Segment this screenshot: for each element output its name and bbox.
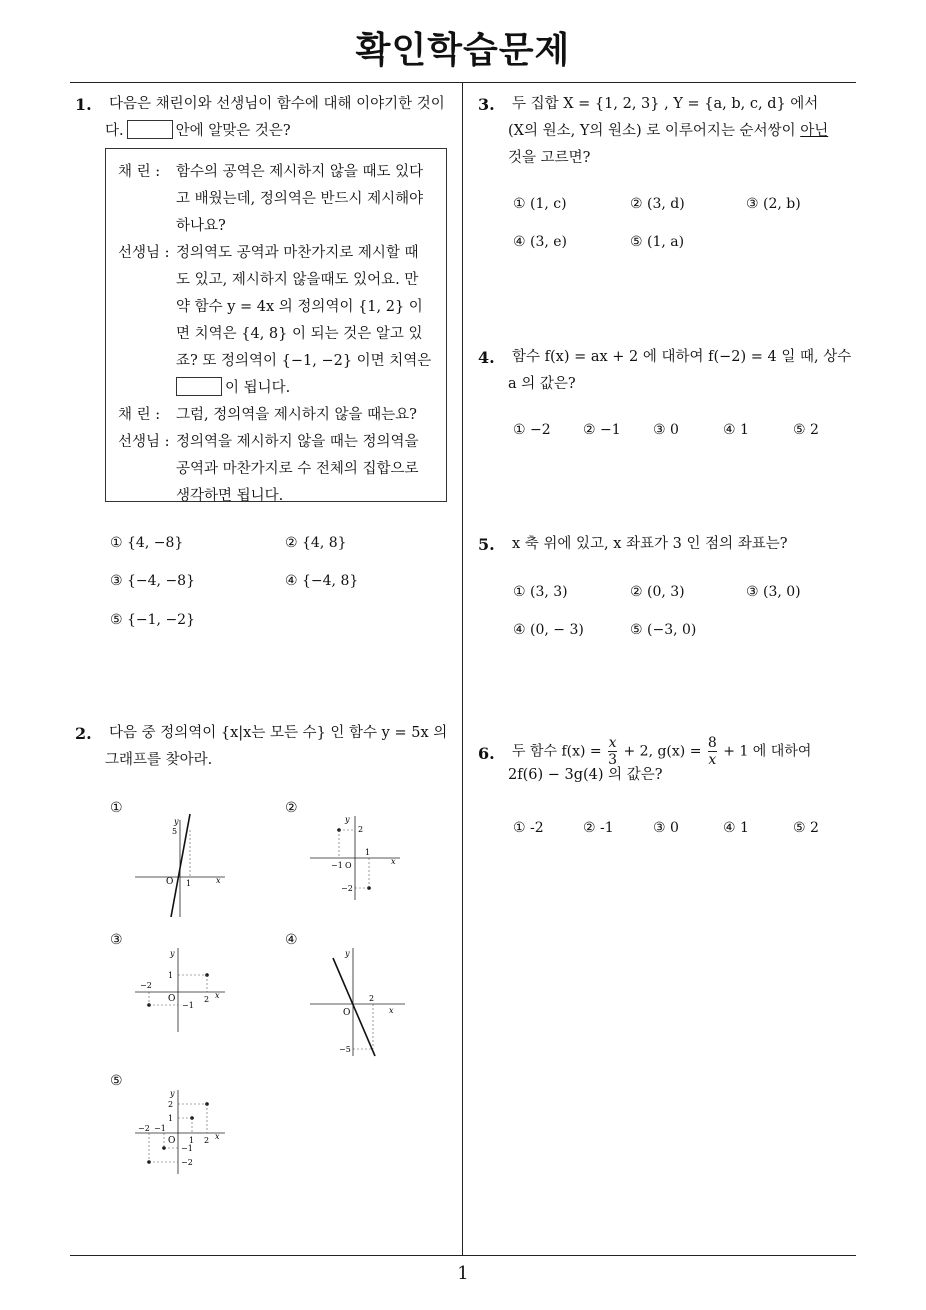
svg-text:−1: −1: [331, 861, 343, 870]
page-title: 확인학습문제: [355, 30, 571, 71]
question-number: 5.: [478, 535, 495, 554]
answer-blank: [127, 120, 173, 139]
speech-line: 그럼, 정의역을 제시하지 않을 때는요?: [176, 407, 417, 423]
svg-text:x: x: [215, 991, 220, 1000]
answer-option-1[interactable]: ① -2: [513, 820, 544, 836]
answer-option-3[interactable]: ③ 0: [653, 422, 679, 438]
speech-line: 고 배웠는데, 정의역은 반드시 제시해야: [176, 191, 424, 207]
question-text: 두 함수 f(x) =: [512, 743, 602, 760]
speech-line: 정의역도 공역과 마찬가지로 제시할 때: [176, 245, 419, 261]
answer-option-4[interactable]: ④ {−4, 8}: [285, 573, 359, 589]
question-text-line: 2f(6) − 3g(4) 의 값은?: [508, 767, 663, 783]
speech-line: 정의역을 제시하지 않을 때는 정의역을: [176, 434, 419, 450]
svg-text:1: 1: [168, 1114, 174, 1123]
answer-option-2[interactable]: ② (0, 3): [630, 584, 685, 600]
question-number: 2.: [75, 724, 92, 743]
speech-line: 공역과 마찬가지로 수 전체의 집합으로: [176, 461, 419, 477]
svg-text:x: x: [216, 876, 221, 885]
svg-text:1: 1: [189, 1136, 195, 1145]
svg-text:O: O: [168, 994, 176, 1004]
svg-text:y: y: [170, 1089, 175, 1098]
svg-text:−1: −1: [154, 1124, 166, 1133]
speech-line: 면 치역은 {4, 8} 이 되는 것은 알고 있: [176, 326, 423, 342]
answer-option-2[interactable]: ② {4, 8}: [285, 535, 347, 551]
svg-text:−1: −1: [182, 1001, 194, 1010]
question-number: 3.: [478, 95, 495, 114]
speaker-name: 선생님 :: [118, 434, 170, 450]
speech-line: 하나요?: [176, 218, 226, 234]
svg-text:x: x: [215, 1132, 220, 1141]
svg-text:−2: −2: [138, 1124, 150, 1133]
answer-option-5[interactable]: ⑤ {−1, −2}: [110, 612, 195, 628]
question-text: 다.: [105, 123, 124, 139]
question-1: [75, 91, 460, 145]
svg-text:−2: −2: [181, 1158, 193, 1167]
page-number: 1: [457, 1263, 469, 1284]
svg-text:y: y: [170, 949, 175, 958]
answer-option-5[interactable]: ⑤ (−3, 0): [630, 622, 697, 638]
graph-option-label[interactable]: ⑤: [110, 1073, 123, 1089]
speech-line: 약 함수 y = 4x 의 정의역이 {1, 2} 이: [176, 299, 423, 315]
graph-option-label[interactable]: ③: [110, 932, 123, 948]
answer-option-3[interactable]: ③ (2, b): [746, 196, 801, 212]
speech-line: 생각하면 됩니다.: [176, 488, 284, 504]
question-number: 1.: [75, 95, 92, 114]
svg-text:O: O: [345, 861, 352, 870]
question-4: [478, 344, 863, 398]
question-5: [478, 531, 863, 558]
question-text-line: x 축 위에 있고, x 좌표가 3 인 점의 좌표는?: [512, 536, 788, 552]
column-divider: [462, 82, 463, 1255]
speech-line: 함수의 공역은 제시하지 않을 때도 있다: [176, 164, 424, 180]
svg-text:−5: −5: [339, 1045, 351, 1054]
svg-text:−2: −2: [341, 884, 353, 893]
svg-text:x: x: [389, 1006, 394, 1015]
svg-text:5: 5: [172, 827, 178, 836]
graph-1[interactable]: [130, 812, 230, 922]
svg-text:1: 1: [186, 879, 192, 888]
svg-text:1: 1: [168, 971, 174, 980]
answer-option-1[interactable]: ① (1, c): [513, 196, 567, 212]
answer-option-3[interactable]: ③ (3, 0): [746, 584, 801, 600]
answer-option-5[interactable]: ⑤ (1, a): [630, 234, 685, 250]
svg-text:y: y: [345, 815, 350, 824]
speaker-name: 채 린 :: [118, 407, 161, 423]
svg-text:2: 2: [204, 995, 210, 1004]
question-text-line: 다음은 채린이와 선생님이 함수에 대해 이야기한 것이: [109, 96, 445, 112]
question-2: [75, 720, 460, 774]
answer-option-5[interactable]: ⑤ 2: [793, 422, 819, 438]
graph-option-label[interactable]: ④: [285, 932, 298, 948]
graph-5[interactable]: [130, 1086, 230, 1176]
graph-option-label[interactable]: ②: [285, 800, 298, 816]
question-number: 4.: [478, 348, 495, 367]
svg-text:2: 2: [369, 994, 375, 1003]
speech-line: 도 있고, 제시하지 않을때도 있어요. 만: [176, 272, 419, 288]
svg-text:y: y: [345, 949, 350, 958]
top-rule: [70, 82, 856, 83]
graph-option-label[interactable]: ①: [110, 800, 123, 816]
question-text: + 2, g(x) =: [623, 743, 702, 760]
svg-text:x: x: [391, 857, 396, 866]
question-6: [478, 735, 868, 789]
graph-4[interactable]: [305, 944, 415, 1059]
question-text: (X의 원소, Y의 원소) 로 이루어지는 순서쌍이: [508, 123, 796, 139]
svg-text:2: 2: [168, 1100, 174, 1109]
question-text-line: 함수 f(x) = ax + 2 에 대하여 f(−2) = 4 일 때, 상수: [512, 349, 852, 365]
dialogue-box: [105, 148, 447, 502]
answer-option-1[interactable]: ① (3, 3): [513, 584, 568, 600]
question-text-line: 것을 고르면?: [508, 150, 591, 166]
question-text: + 1 에 대하여: [723, 743, 812, 760]
answer-blank: [176, 377, 222, 396]
graph-2[interactable]: [305, 812, 405, 902]
fraction: $\frac{8}{x}$: [707, 735, 717, 768]
question-3: [478, 91, 863, 172]
question-text-line: 두 집합 X = {1, 2, 3} , Y = {a, b, c, d} 에서: [512, 96, 819, 112]
answer-option-3[interactable]: ③ 0: [653, 820, 679, 836]
svg-text:1: 1: [365, 848, 371, 857]
question-number: 6.: [478, 744, 495, 763]
svg-text:O: O: [166, 877, 174, 887]
speaker-name: 선생님 :: [118, 245, 170, 261]
speech-line: 죠? 또 정의역이 {−1, −2} 이면 치역은: [176, 353, 432, 369]
svg-text:y: y: [174, 817, 179, 826]
answer-option-2[interactable]: ② -1: [583, 820, 614, 836]
answer-option-2[interactable]: ② −1: [583, 422, 621, 438]
question-text-line: 그래프를 찾아라.: [105, 752, 213, 768]
underlined-word: 아닌: [800, 123, 829, 139]
question-text-line: a 의 값은?: [508, 376, 576, 392]
answer-option-4[interactable]: ④ 1: [723, 422, 749, 438]
svg-text:−1: −1: [181, 1144, 193, 1153]
svg-text:−2: −2: [140, 981, 152, 990]
answer-option-1[interactable]: ① −2: [513, 422, 551, 438]
answer-option-3[interactable]: ③ {−4, −8}: [110, 573, 195, 589]
bottom-rule: [70, 1255, 856, 1256]
question-text: 안에 알맞은 것은?: [175, 123, 291, 139]
answer-option-5[interactable]: ⑤ 2: [793, 820, 819, 836]
answer-option-4[interactable]: ④ (3, e): [513, 234, 568, 250]
answer-option-4[interactable]: ④ 1: [723, 820, 749, 836]
svg-text:O: O: [343, 1008, 351, 1018]
svg-text:2: 2: [204, 1136, 210, 1145]
answer-option-4[interactable]: ④ (0, − 3): [513, 622, 584, 638]
speaker-name: 채 린 :: [118, 164, 161, 180]
speech-line: 이 됩니다.: [225, 380, 291, 396]
answer-option-2[interactable]: ② (3, d): [630, 196, 685, 212]
svg-text:2: 2: [358, 825, 364, 834]
answer-option-1[interactable]: ① {4, −8}: [110, 535, 184, 551]
graph-3[interactable]: [130, 944, 230, 1034]
svg-text:O: O: [168, 1136, 176, 1146]
question-text-line: 다음 중 정의역이 {x|x는 모든 수} 인 함수 y = 5x 의: [109, 725, 448, 741]
fraction: $\frac{x}{3}$: [608, 735, 618, 768]
